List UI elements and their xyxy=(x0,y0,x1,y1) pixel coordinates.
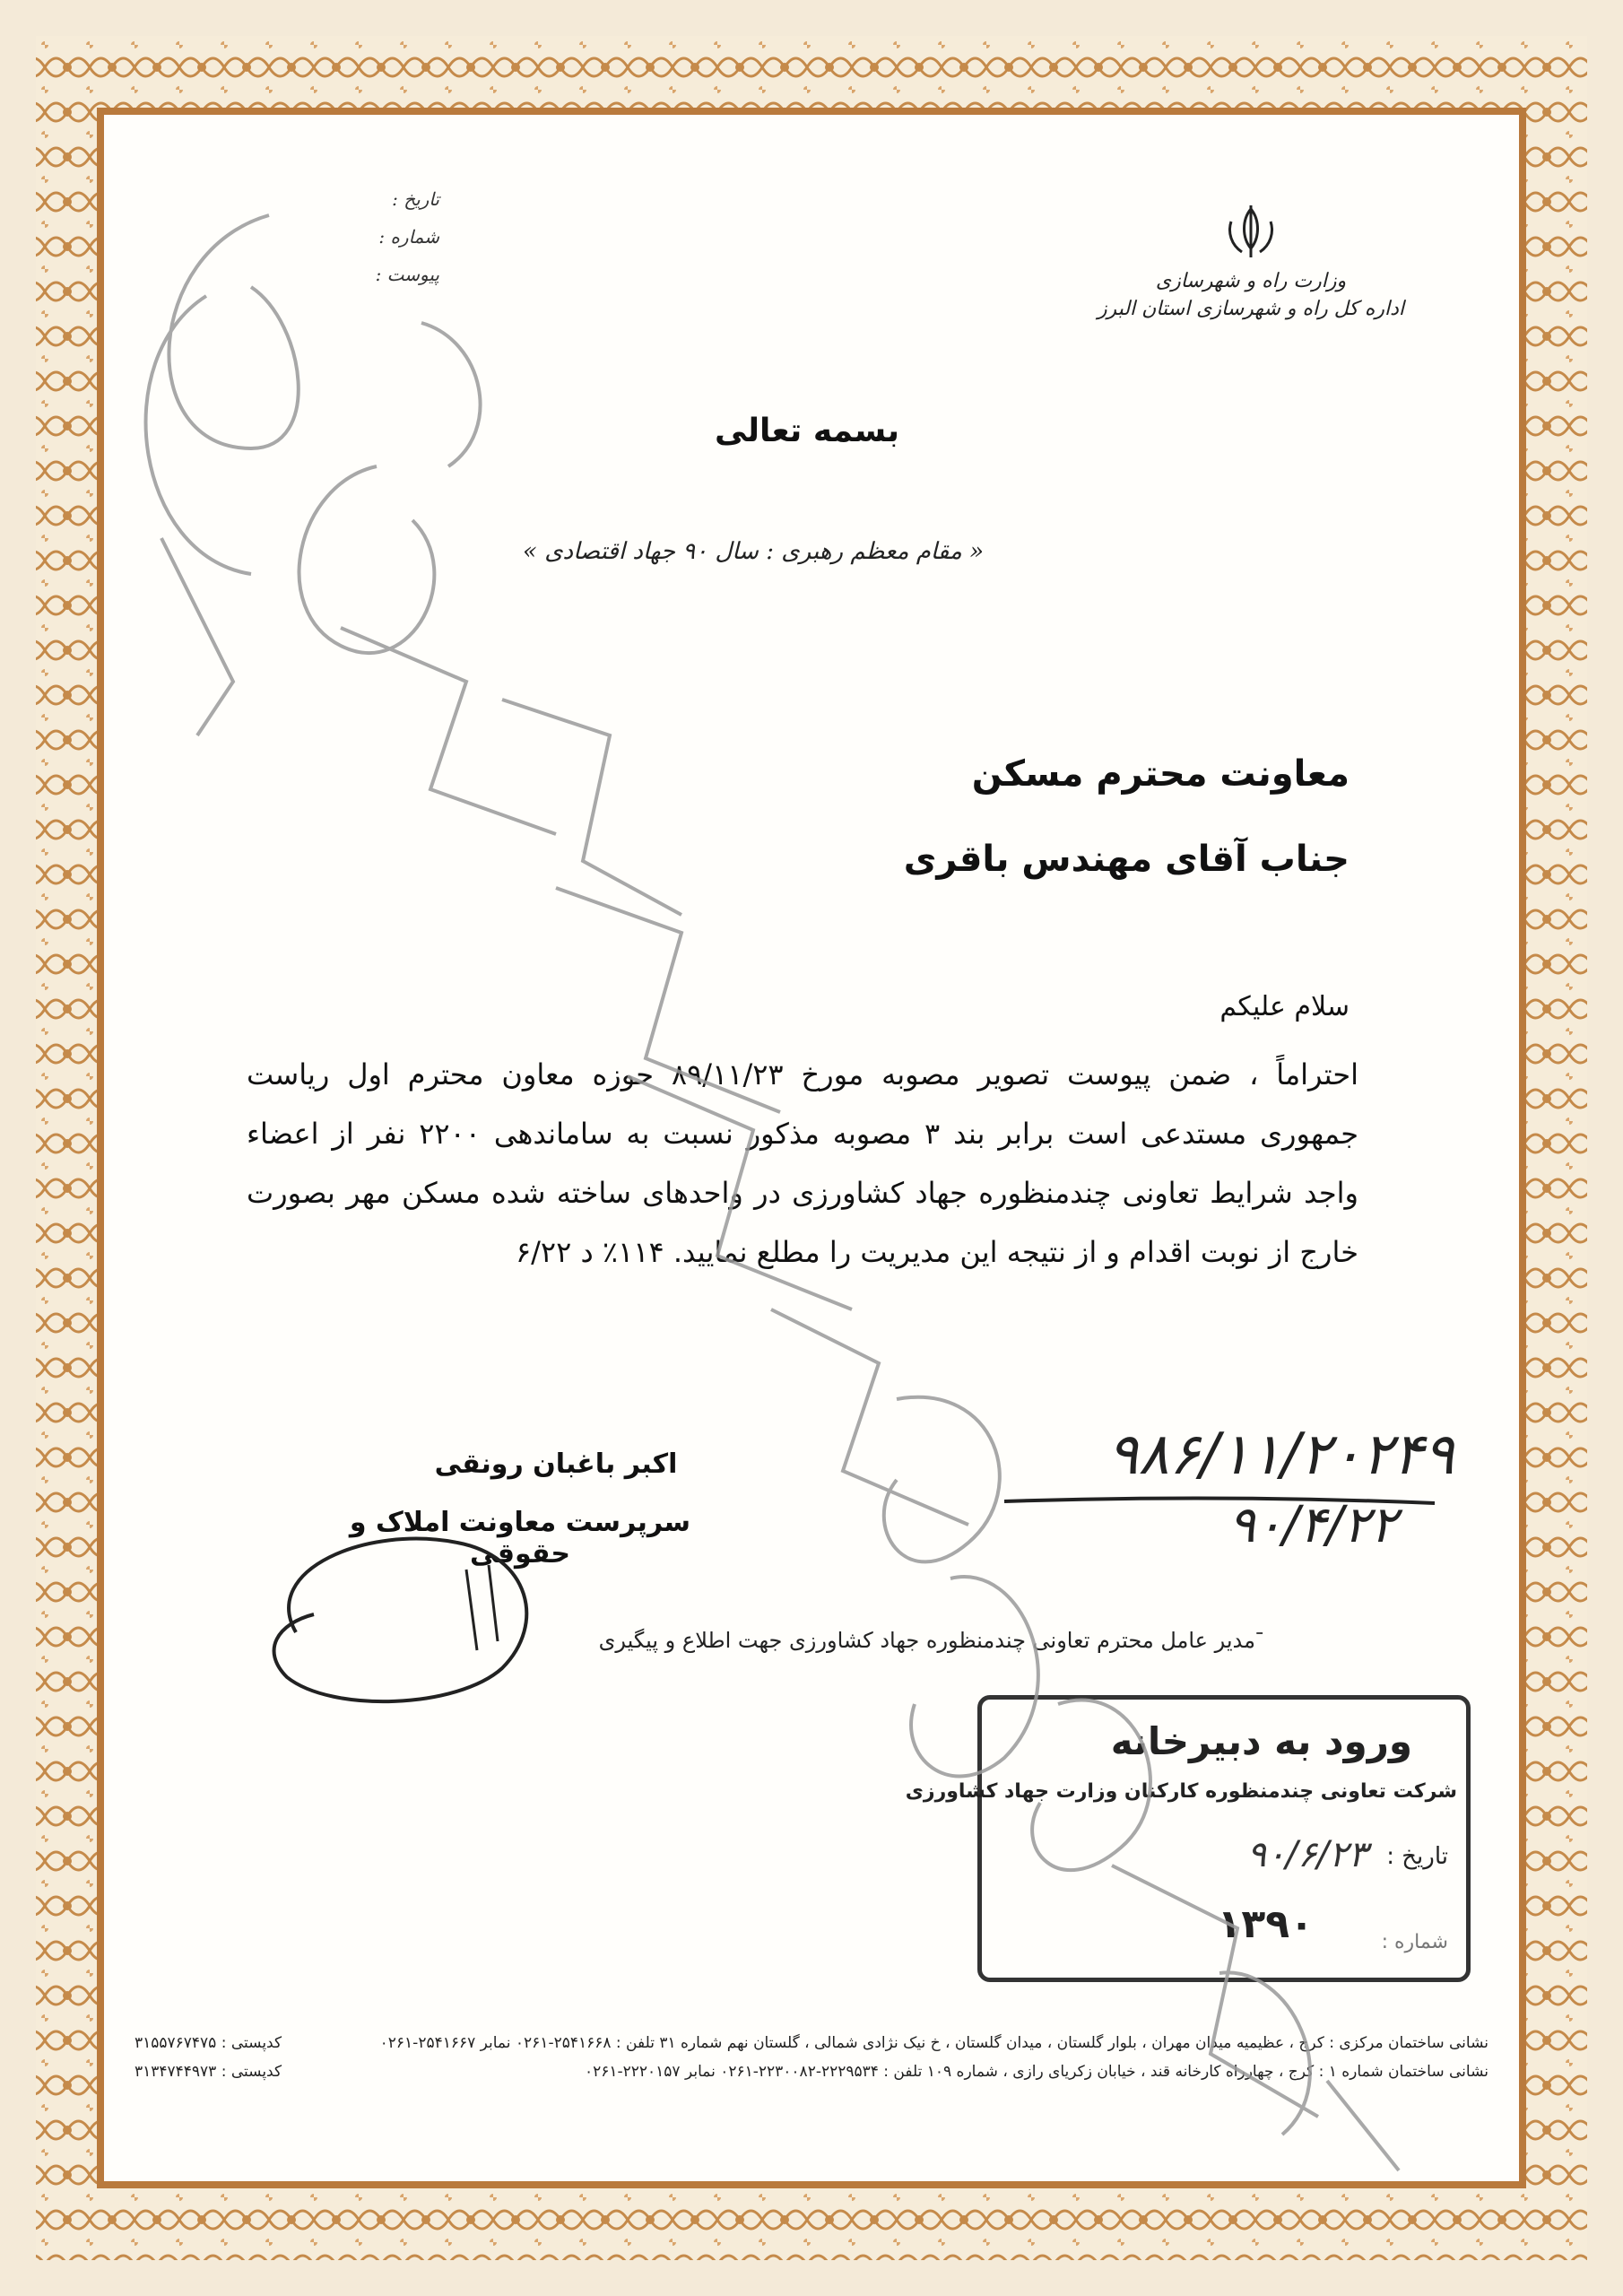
signer-title: سرپرست معاونت املاک و حقوقی xyxy=(349,1507,691,1570)
footer-address-1: نشانی ساختمان مرکزی : کرج ، عظیمیه میدان مهران ، بلوار گلستان ، میدان گلستان ، خ نیک نژادی شمالی ، گلستان نهم شماره ۳۱ تلفن : ۲۵۴۱۶۶۸-۰۲۶۱ نمابر ۲۵۴۱۶۶۷-۰۲۶۱ xyxy=(379,2034,1488,2052)
recipient-line-2: جناب آقای مهندس باقری xyxy=(903,839,1350,880)
stamp-date-value: ۹۰/۶/۲۳ xyxy=(1246,1834,1367,1875)
footer-line-2 xyxy=(135,2057,1488,2086)
ministry-name: وزارت راه و شهرسازی xyxy=(1155,270,1347,292)
footer-line-1 xyxy=(135,2029,1488,2057)
meta-attachment-label: پیوست : xyxy=(375,264,439,285)
footer-postal-1: کدپستی : ۳۱۵۵۷۶۷۴۷۵ xyxy=(135,2034,282,2052)
slogan: « مقام معظم رهبری : سال ۹۰ جهاد اقتصادی » xyxy=(523,538,984,565)
meta-date-label: تاریخ : xyxy=(392,188,439,210)
letter-meta xyxy=(296,188,439,301)
ministry-header xyxy=(1063,202,1439,320)
footer-addresses xyxy=(135,2029,1488,2086)
province-office: اداره کل راه و شهرسازی استان البرز xyxy=(1097,298,1405,320)
stamp-title: ورود به دبیرخانه xyxy=(1110,1719,1412,1763)
stamp-number-value: ۱۳۹۰ xyxy=(1217,1901,1314,1947)
stamp-date-label: تاریخ : xyxy=(1386,1843,1448,1870)
stamp-number-label: شماره : xyxy=(1381,1931,1448,1953)
handwritten-ref-date: ۹۰/۴/۲۲ xyxy=(1228,1496,1398,1554)
stamp-company: شرکت تعاونی چندمنظوره کارکنان وزارت جهاد کشاورزی xyxy=(905,1780,1457,1803)
greeting: سلام علیکم xyxy=(1219,991,1350,1022)
letter-body: احتراماً ، ضمن پیوست تصویر مصوبه مورخ ۸۹/۱۱/۲۳ حوزه معاون محترم اول ریاست جمهوری مستدعی است برابر بند ۳ مصوبه مذکور نسبت به ساماندهی ۲۲۰۰ نفر از اعضاء واجد شرایط تعاونی چندمنظوره جهاد کشاورزی در واحدهای ساخته شده مسکن مهر بصورت خارج از نوبت اقدام و از نتیجه این مدیریت را مطلع نمایید. ۱۱۴٪ د ۶/۲۲ xyxy=(247,1057,1359,1269)
cc-line: مدیر عامل محترم تعاونی چندمنظوره جهاد کشاورزی جهت اطلاع و پیگیری xyxy=(598,1628,1255,1653)
footer-address-2: نشانی ساختمان شماره ۱ : کرج ، چهارراه کارخانه قند ، خیابان زکریای رازی ، شماره ۱۰۹ تلفن : ۲۲۲۹۵۳۴-۲۲۳۰۰۸۲-۰۲۶۱ نمابر ۲۲۲۰۱۵۷-۰۲۶۱ xyxy=(584,2063,1488,2081)
handwritten-ref-number: ۹۸۶/۱۱/۲۰۲۴۹ xyxy=(1107,1422,1454,1488)
iran-emblem-icon xyxy=(1215,202,1287,265)
signature-scribble xyxy=(242,1516,583,1722)
recipient-line-1: معاونت محترم مسکن xyxy=(971,753,1350,795)
basmala: بسمه تعالی xyxy=(715,413,899,449)
secretariat-stamp xyxy=(905,1695,1471,1982)
footer-postal-2: کدپستی : ۳۱۳۴۷۴۴۹۷۳ xyxy=(135,2063,282,2081)
cc-mark: - xyxy=(1255,1619,1264,1646)
signer-name: اکبر باغبان رونقی xyxy=(434,1448,678,1480)
meta-number-label: شماره : xyxy=(378,226,439,248)
